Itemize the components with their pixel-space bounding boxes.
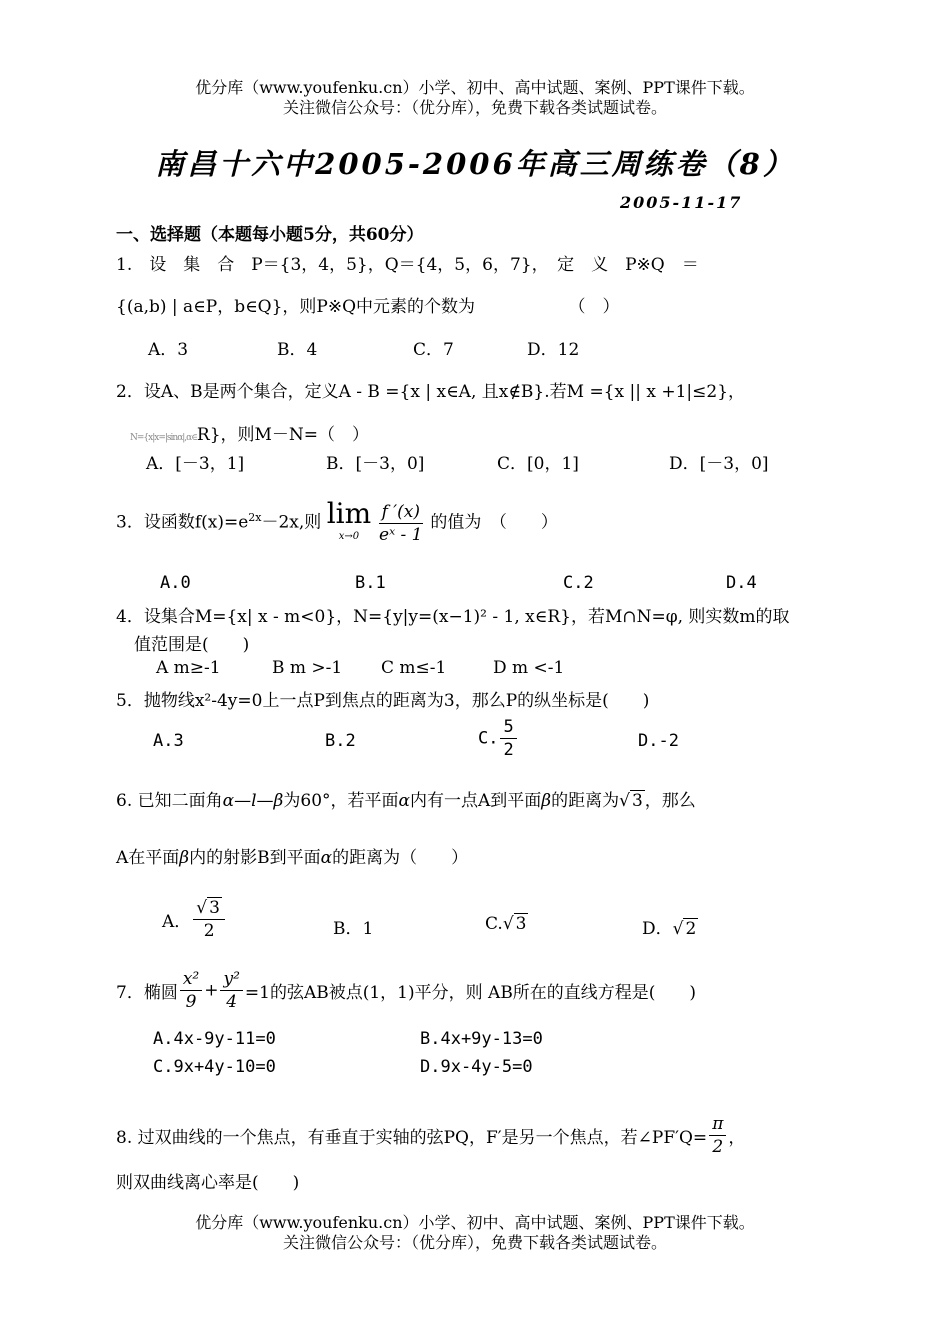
- q6-line-1: [116, 786, 696, 811]
- q2-line-1: 2．设A、B是两个集合，定义A - B ={x | x∈A, 且x∉B}.若M ={x || x +1|≤2}，: [116, 382, 746, 402]
- q8-fraction: [709, 1113, 726, 1158]
- q8-line-1: [116, 1113, 745, 1158]
- q6-alpha-3: α: [320, 848, 333, 868]
- q7-x2: x²: [180, 968, 202, 991]
- q7-post: =1的弦AB被点(1，1)平分，则 AB所在的直线方程是( ): [244, 983, 697, 1003]
- q7-option-c: C.9x+4y-10=0: [153, 1057, 276, 1077]
- q8-line-2: 则双曲线离心率是( ): [116, 1173, 300, 1193]
- q3-exponent: 2x: [248, 510, 262, 524]
- q8-pi: π: [709, 1113, 726, 1136]
- q2-option-b: B．[－3，0]: [326, 454, 425, 474]
- q2-line-2-text: R}，则M－N=（ ）: [196, 425, 370, 445]
- q1-line-2: {(a,b) | a∈P，b∈Q}，则P※Q中元素的个数为 （ ）: [116, 297, 620, 317]
- q7-d1: 9: [185, 992, 197, 1012]
- q5-option-c: [478, 716, 519, 761]
- q6-text-2a: A在平面: [116, 848, 180, 868]
- q6-line-2: [116, 843, 468, 868]
- q5-line-1: 5．抛物线x²-4y=0上一点P到焦点的距离为3，那么P的纵坐标是( ): [116, 691, 650, 711]
- q6-text-e: 的距离为: [551, 791, 620, 811]
- q6-option-d: [642, 914, 698, 939]
- q3-numerator: f ′(x): [379, 501, 423, 524]
- q2-option-d: D．[－3，0]: [669, 454, 769, 474]
- q6-beta-2: β: [541, 791, 552, 811]
- q6-option-d-sqrt: √ 2: [672, 919, 697, 939]
- q2-blurred-set: N={x|x=|sinα|,α∈: [130, 433, 197, 443]
- q7-d2: 4: [226, 992, 238, 1012]
- q3-line: [116, 497, 558, 546]
- q7-y-fraction: [220, 968, 242, 1013]
- q6-option-c-label: C.: [485, 914, 503, 934]
- q4-option-c: C m≤-1: [381, 658, 447, 678]
- q6-text-d: 内有一点A到平面: [410, 791, 542, 811]
- footer-line-1: 优分库（www.youfenku.cn）小学、初中、高中试题、案例、PPT课件下载。: [195, 1213, 755, 1232]
- q7-plus: +: [204, 980, 219, 1001]
- q3-limit: [326, 497, 372, 546]
- q6-text-f: ，那么: [644, 791, 696, 811]
- q4-line-1: 4．设集合M={x| x - m<0}，N={y|y=(x−1)² - 1, x∈R}，若M∩N=φ, 则实数m的取: [116, 607, 790, 627]
- q8-comma: ，: [728, 1128, 746, 1148]
- q6-option-a-num: √ 3: [193, 897, 225, 920]
- q5-frac-num: 5: [500, 716, 516, 739]
- q6-option-c-sqrt: √ 3: [502, 914, 527, 934]
- q6-sqrt: √ 3: [619, 791, 643, 811]
- q3-post: 的值为 （ ）: [430, 512, 558, 533]
- q3-fraction: [379, 501, 423, 546]
- q6-text-c: 为60°，若平面: [283, 791, 399, 811]
- q6-option-a-den: 2: [203, 921, 215, 941]
- q3-lim-sub: x→0: [338, 531, 360, 542]
- q1-line-1: 1. 设 集 合 P＝{3，4，5}，Q＝{4，5，6，7}， 定 义 P※Q ＝: [116, 255, 699, 275]
- q4-line-2: 值范围是( ): [134, 635, 250, 655]
- exam-date: 2005-11-17: [620, 193, 743, 212]
- page-title: 南昌十六中2005-2006年高三周练卷（8）: [155, 147, 795, 181]
- q6-option-a-fraction: [193, 897, 225, 942]
- q6-option-d-root: 2: [685, 919, 697, 939]
- q3-lim-word: lim: [326, 497, 372, 530]
- q7-pre: 7．椭圆: [116, 983, 178, 1003]
- q1-option-a: A．3: [148, 340, 189, 360]
- q7-y2: y²: [220, 968, 242, 991]
- q5-option-c-label: C.: [478, 728, 499, 749]
- q3-pre: 3．设函数f(x)=e: [116, 512, 249, 533]
- q6-option-c: [485, 914, 528, 934]
- q3-option-b: B.1: [355, 573, 386, 593]
- q2-line-2: [130, 420, 369, 445]
- q3-mid: －2x,则: [261, 512, 322, 533]
- q6-edge: —l—: [234, 791, 274, 811]
- q6-option-a: [162, 897, 227, 942]
- q7-x-fraction: [180, 968, 202, 1013]
- q8-text: 8. 过双曲线的一个焦点，有垂直于实轴的弦PQ，F′是另一个焦点，若∠PF′Q=: [116, 1128, 708, 1148]
- q7-line: [116, 968, 696, 1013]
- q6-text-2b: 内的射影B到平面: [189, 848, 321, 868]
- q3-option-c: C.2: [563, 573, 594, 593]
- q2-option-c: C．[0，1]: [497, 454, 579, 474]
- q3-option-a: A.0: [160, 573, 191, 593]
- q1-option-c: C．7: [413, 340, 454, 360]
- q6-alpha: α: [222, 791, 235, 811]
- q3-option-d: D.4: [726, 573, 757, 593]
- q2-option-a: A．[－3，1]: [146, 454, 245, 474]
- q1-option-d: D．12: [527, 340, 580, 360]
- q6-option-a-root: 3: [209, 898, 220, 918]
- header-line-1: 优分库（www.youfenku.cn）小学、初中、高中试题、案例、PPT课件下载。: [195, 78, 755, 97]
- q8-two: 2: [712, 1137, 724, 1157]
- q6-option-c-root: 3: [515, 914, 527, 934]
- q7-option-a: A.4x-9y-11=0: [153, 1029, 276, 1049]
- q6-alpha-2: α: [398, 791, 410, 811]
- q4-option-d: D m <-1: [493, 658, 565, 678]
- q6-beta: β: [273, 791, 284, 811]
- q6-text-a: 6. 已知二面角: [116, 791, 223, 811]
- footer-line-2: 关注微信公众号：（优分库），免费下载各类试题试卷。: [282, 1233, 667, 1252]
- q4-option-b: B m >-1: [272, 658, 343, 678]
- q5-option-c-fraction: [500, 716, 516, 761]
- q7-option-d: D.9x-4y-5=0: [420, 1057, 533, 1077]
- q5-option-a: A.3: [153, 731, 184, 751]
- q5-frac-den: 2: [503, 740, 514, 760]
- section-heading: 一、选择题（本题每小题5分，共60分）: [116, 225, 424, 245]
- header-line-2: 关注微信公众号：（优分库），免费下载各类试题试卷。: [282, 98, 667, 117]
- q7-option-b: B.4x+9y-13=0: [420, 1029, 543, 1049]
- q6-option-b: B．1: [333, 919, 374, 939]
- q6-option-d-label: D．: [642, 919, 673, 939]
- q5-option-b: B.2: [325, 731, 356, 751]
- q1-option-b: B．4: [277, 340, 318, 360]
- q6-text-2c: 的距离为（ ）: [332, 848, 469, 868]
- q3-denominator: eˣ - 1: [379, 524, 423, 545]
- q5-option-d: D.-2: [638, 731, 679, 751]
- q6-beta-3: β: [179, 848, 190, 868]
- q6-option-a-label: A．: [162, 912, 192, 932]
- q4-option-a: A m≥-1: [156, 658, 221, 678]
- q6-sqrt-value: 3: [631, 791, 643, 811]
